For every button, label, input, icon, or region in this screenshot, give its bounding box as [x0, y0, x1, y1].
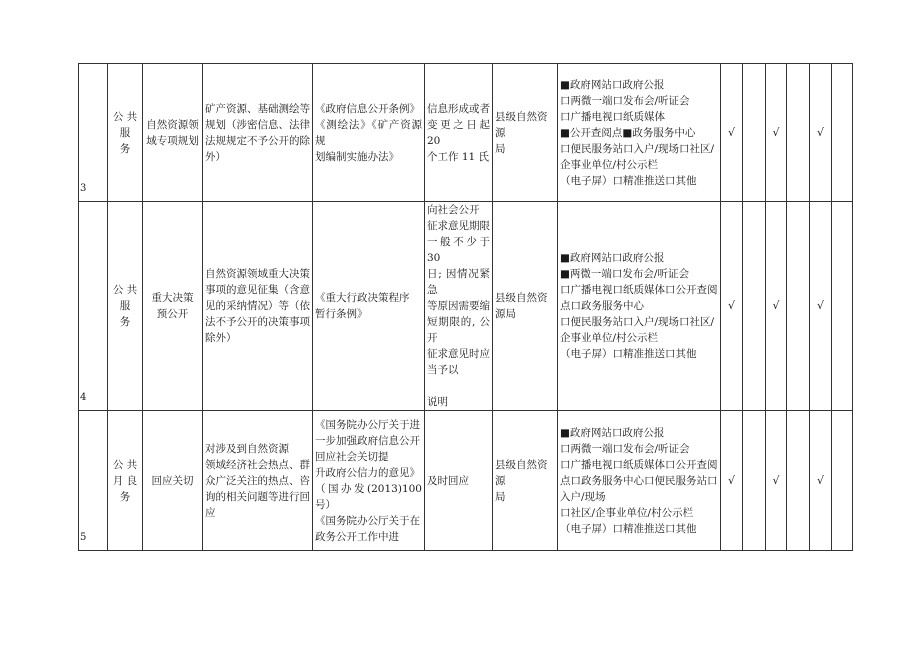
category-line: 务: [119, 316, 131, 328]
item-cell: [143, 64, 203, 202]
channel-line: （电子屏）口精准推送口其他: [560, 522, 697, 535]
timing-line: 等原因需要缩: [427, 300, 490, 312]
subject-cell: [493, 411, 558, 551]
channel-line: ■两微一端口发布会/听证会: [560, 268, 689, 280]
timing-line: 短期限的, 公开: [427, 316, 490, 344]
item-line: 重大决策: [151, 292, 194, 304]
channel-line: 点口政务服务中心: [560, 300, 644, 312]
check-cell: [832, 202, 853, 411]
check-cell: √: [766, 64, 787, 202]
basis-line: 划编制实施办法》: [315, 150, 399, 163]
timing-line: [427, 378, 490, 394]
channel-line: 口两微一端口发布会/听证会: [560, 442, 690, 455]
timing-cell: [425, 64, 493, 202]
check-cell: √: [766, 202, 787, 411]
timing-line: 征求意见期限: [427, 220, 490, 232]
content-line: 法不予公开的决策事项: [205, 316, 310, 328]
content-line: 众广泛关注的热点、咨: [205, 474, 310, 487]
basis-line: 一步加强政府信息公开: [315, 434, 420, 447]
content-line: 对涉及到自然资源: [205, 442, 289, 455]
channels-cell: [558, 411, 721, 551]
channel-line: （电子屏）口精准推送口其他: [560, 174, 697, 187]
subject-line: 局: [495, 142, 506, 155]
timing-cell: [425, 411, 493, 551]
check-cell: √: [766, 411, 787, 551]
row-number: 3: [79, 64, 108, 202]
channel-line: ■政府网站口政府公报: [560, 252, 665, 264]
content-cell: [203, 64, 313, 202]
content-line: 事项的意见征集（含意: [205, 284, 310, 296]
content-cell: [203, 411, 313, 551]
table-row: [79, 411, 853, 551]
channel-line: 企事业单位/村公示栏: [560, 332, 659, 344]
channel-line: 企事业单位/村公示栏: [560, 158, 659, 171]
timing-line: 及时回应: [427, 474, 469, 487]
basis-cell: [313, 64, 425, 202]
category-cell: [108, 411, 143, 551]
content-line: 矿产资源、基础测绘等: [205, 102, 310, 115]
timing-line: 向社会公开: [427, 204, 480, 216]
check-cell: √: [810, 411, 832, 551]
category-line: 服: [119, 300, 131, 312]
basis-line: 《国务院办公厅关于进: [315, 418, 420, 431]
channel-line: ■政府网站口政府公报: [560, 426, 665, 439]
check-cell: [743, 202, 766, 411]
category-line: 公 共: [112, 284, 138, 296]
item-line: 预公开: [156, 308, 189, 320]
subject-line: 县级自然资源: [495, 110, 548, 139]
basis-line: 《政府信息公开条例》: [315, 102, 420, 115]
channel-line: ■政府网站口政府公报: [560, 78, 665, 91]
basis-line: 暂行条例》: [315, 308, 368, 320]
category-line: 务: [119, 142, 131, 155]
basis-line: 升政府公信力的意见》: [315, 466, 420, 479]
timing-cell: [425, 202, 493, 411]
basis-line: 《国务院办公厅关于在: [315, 514, 420, 527]
check-cell: [743, 411, 766, 551]
subject-line: 局: [495, 490, 506, 503]
content-line: 外）: [205, 150, 226, 163]
subject-line: 源局: [495, 308, 516, 320]
check-cell: [787, 64, 810, 202]
channel-line: 口两微一端口发布会/听证会: [560, 94, 690, 107]
category-line: 服: [119, 126, 131, 139]
subject-line: 县级自然资源: [495, 458, 548, 487]
subject-line: 县级自然资: [495, 292, 548, 304]
content-line: 规划（涉密信息、法律: [205, 118, 310, 131]
content-cell: [203, 202, 313, 411]
check-cell: √: [810, 64, 832, 202]
item-cell: [143, 202, 203, 411]
content-line: 见的采纳情况）等（依: [205, 300, 310, 312]
channel-line: 口广播电视口纸质媒体口公开查阅: [560, 458, 718, 471]
category-line: 务: [119, 490, 131, 503]
channel-line: 口便民服务站口入户/现场口社区/: [560, 316, 715, 328]
table-row: [79, 64, 853, 202]
timing-line: 一般不少于 30: [427, 236, 490, 264]
basis-line: 回应社会关切提: [315, 450, 389, 463]
table-row: [79, 202, 853, 411]
item-line: 自然资源领: [146, 118, 199, 131]
timing-line: 当予以: [427, 364, 459, 376]
check-cell: [743, 64, 766, 202]
item-line: 回应关切: [151, 474, 194, 487]
content-line: 法规规定不予公开的除: [205, 134, 310, 147]
timing-line: 征求意见时应: [427, 348, 490, 360]
channels-cell: [558, 64, 721, 202]
category-cell: [108, 64, 143, 202]
content-line: 除外）: [205, 332, 237, 344]
content-line: 询的相关问题等进行回: [205, 490, 310, 503]
row-number: 4: [79, 202, 108, 411]
channel-line: （电子屏）口精准推送口其他: [560, 348, 697, 360]
item-cell: [143, 411, 203, 551]
timing-line: 变更之日起 20: [427, 118, 490, 147]
subject-cell: [493, 202, 558, 411]
basis-cell: [313, 202, 425, 411]
timing-line: 说明: [427, 396, 448, 408]
content-line: 自然资源领域重大决策: [205, 268, 310, 280]
basis-line: 《重大行政决策程序: [315, 292, 410, 304]
check-cell: √: [810, 202, 832, 411]
timing-line: 日; 因情况紧急: [427, 268, 490, 296]
check-cell: √: [721, 411, 743, 551]
timing-line: 个工作 11 氏: [427, 150, 490, 163]
category-line: 月 良: [112, 474, 138, 487]
channels-cell: [558, 202, 721, 411]
content-line: 应: [205, 506, 216, 519]
category-cell: [108, 202, 143, 411]
check-cell: [787, 202, 810, 411]
disclosure-table: [78, 63, 853, 551]
category-line: 公 共: [112, 110, 138, 123]
row-number: 5: [79, 411, 108, 551]
check-cell: [832, 411, 853, 551]
channel-line: 点口政务服务中心口便民服务站口: [560, 474, 718, 487]
timing-line: 信息形成或者: [427, 102, 490, 115]
channel-line: 口社区/企事业单位/村公示栏: [560, 506, 694, 519]
basis-line: （国办发(2013)100 号）: [315, 482, 422, 511]
basis-line: 《测绘法》《矿产资源规: [315, 118, 422, 147]
basis-line: 政务公开工作中进: [315, 530, 399, 543]
channel-line: 口广播电视口纸质媒体: [560, 110, 665, 123]
channel-line: ■公开查阅点■政务服务中心: [560, 126, 696, 139]
subject-cell: [493, 64, 558, 202]
basis-cell: [313, 411, 425, 551]
channel-line: 入户/现场: [560, 490, 606, 503]
item-line: 域专项规划: [146, 134, 199, 147]
check-cell: √: [721, 64, 743, 202]
content-line: 领域经济社会热点、群: [205, 458, 310, 471]
category-line: 公 共: [112, 458, 138, 471]
channel-line: 口便民服务站口入户/现场口社区/: [560, 142, 715, 155]
channel-line: 口广播电视口纸质媒体口公开查阅: [560, 284, 718, 296]
check-cell: [832, 64, 853, 202]
check-cell: √: [721, 202, 743, 411]
check-cell: [787, 411, 810, 551]
